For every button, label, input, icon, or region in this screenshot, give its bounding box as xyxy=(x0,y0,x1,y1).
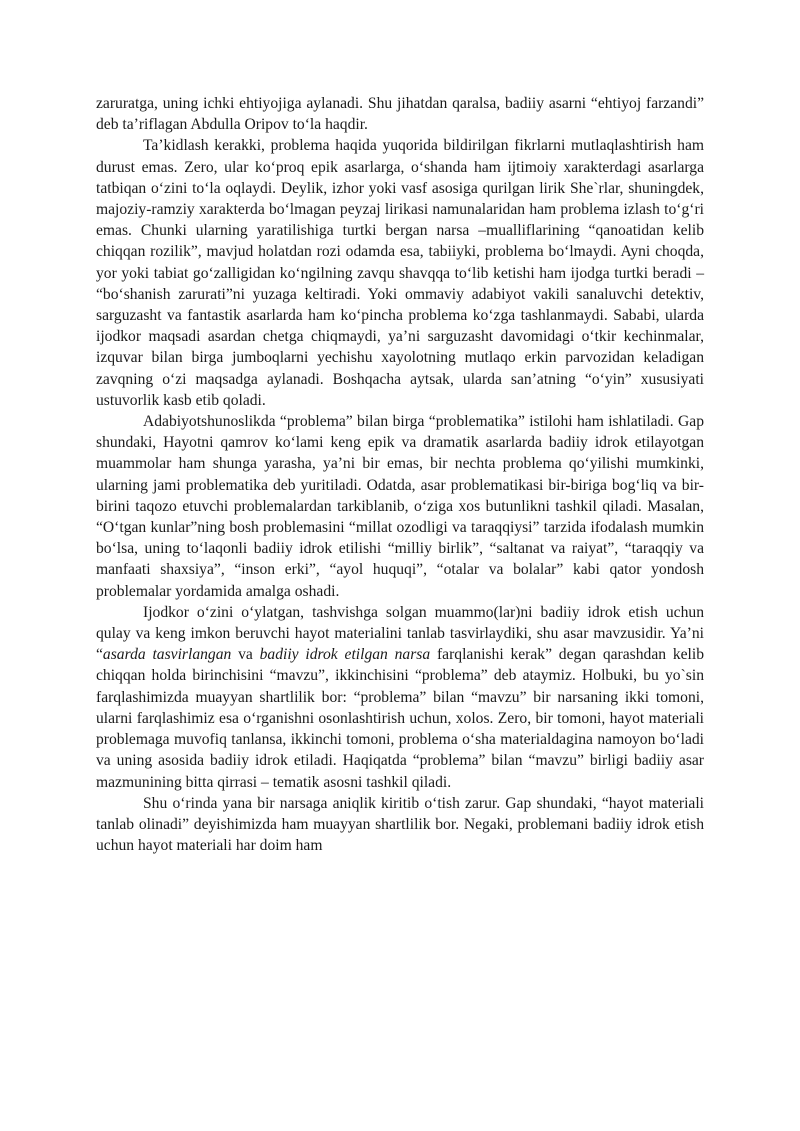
paragraph-4-text-b: va xyxy=(231,646,260,664)
paragraph-4-text-a: Ijodkor o‘zini o‘ylatgan, tashvishga solgan muammo(lar)ni badiiy idrok etish uchun qulay va keng imkon beruvchi hayot materialini tanlab tasvirlaydiki, shu asar mavzusidir. Ya’ni “ xyxy=(96,603,704,664)
paragraph-5: Shu o‘rinda yana bir narsaga aniqlik kiritib o‘tish zarur. Gap shundaki, “hayot materiali tanlab olinadi” deyishimizda ham muayyan shartlilik bor. Negaki, problemani badiiy idrok etish uchun hayot materiali har doim ham xyxy=(96,794,704,855)
paragraph-3: Adabiyotshunoslikda “problema” bilan birga “problematika” istilohi ham ishlatiladi. Gap shundaki, Hayotni qamrov ko‘lami keng epik va dramatik asarlarda badiiy idrok etilayotgan muammolar ham shunga yarasha, ya’ni bir emas, bir nechta problema qo‘yilishi mumkinki, ularning jami problematika deb yuritiladi. Odatda, asar problematikasi bir-biriga bog‘liq va bir-birini taqozo etuvchi problemalardan tarkiblanib, o‘ziga xos butunlikni tashkil qiladi. Masalan, “O‘tgan kunlar”ning bosh problemasini “millat ozodligi va taraqqiysi” tarzida ifodalash mumkin bo‘lsa, uning to‘laqonli badiiy idrok etilishi “milliy birlik”, “saltanat va raiyat”, “taraqqiy va manfaati shaxsiya”, “inson erki”, “ayol huquqi”, “otalar va bolalar” kabi qator yondosh problemalar yordamida amalga oshadi. xyxy=(96,413,704,600)
paragraph-4-emphasis-a: asarda tasvirlangan xyxy=(102,646,232,664)
paragraph-4 xyxy=(96,602,704,793)
paragraph-4-emphasis-b: badiiy idrok etilgan narsa xyxy=(259,646,431,664)
document-page xyxy=(96,93,704,856)
paragraph-4-text-c: farqlanishi kerak” degan qarashdan kelib chiqqan holda birinchisini “mavzu”, ikkinchisini “problema” deb ataymiz. Holbuki, bu yo`sin farqlashimizda muayyan shartlilik bor: “problema” bilan “mavzu” bir narsaning ikki tomoni, ularni farqlashimiz esa o‘rganishni osonlashtirish uchun, xolos. Zero, bir tomoni, hayot materiali problemaga muvofiq tanlansa, ikkinchi tomoni, problema o‘sha materialdagina namoyon bo‘ladi va uning asosida badiiy idrok etiladi. Haqiqatda “problema” bilan “mavzu” birligi badiiy asar mazmunining bitta qirrasi – tematik asosni tashkil qiladi. xyxy=(96,646,705,791)
paragraph-1: zaruratga, uning ichki ehtiyojiga aylanadi. Shu jihatdan qaralsa, badiiy asarni “ehtiyoj farzandi” deb ta’riflagan Abdulla Oripov to‘la haqdir. xyxy=(96,95,704,134)
paragraph-2: Ta’kidlash kerakki, problema haqida yuqorida bildirilgan fikrlarni mutlaqlashtirish ham durust emas. Zero, ular ko‘proq epik asarlarga, o‘shanda ham ijtimoiy xarakterdagi asarlarga tatbiqan o‘zini to‘la oqlaydi. Deylik, izhor yoki vasf asosiga qurilgan lirik She`rlar, shuningdek, majoziy-ramziy xarakterda bo‘lmagan peyzaj lirikasi namunalaridan ham problema izlash to‘g‘ri emas. Chunki ularning yaratilishiga turtki bergan narsa –mualliflarining “qanoatidan kelib chiqqan rozilik”, mavjud holatdan rozi odamda esa, tabiiyki, problema bo‘lmaydi. Ayni choqda, yor yoki tabiat go‘zalligidan ko‘ngilning zavqu shavqqa to‘lib ketishi ham ijodga turtki beradi – “bo‘shanish zarurati”ni yuzaga keltiradi. Yoki ommaviy adabiyot vakili sanaluvchi detektiv, sarguzasht va fantastik asarlarda ham ko‘pincha problema ko‘zga tashlanmaydi. Sababi, ularda ijodkor maqsadi asardan chetga chiqmaydi, ya’ni sarguzasht davomidagi o‘tkir kechinmalar, izquvar bilan birga jumboqlarni yechishu xayolotning mutlaqo erkin parvozidan keladigan zavqning o‘zi maqsadga aylanadi. Boshqacha aytsak, ularda san’atning “o‘yin” xususiyati ustuvorlik kasb etib qoladi. xyxy=(96,137,704,409)
